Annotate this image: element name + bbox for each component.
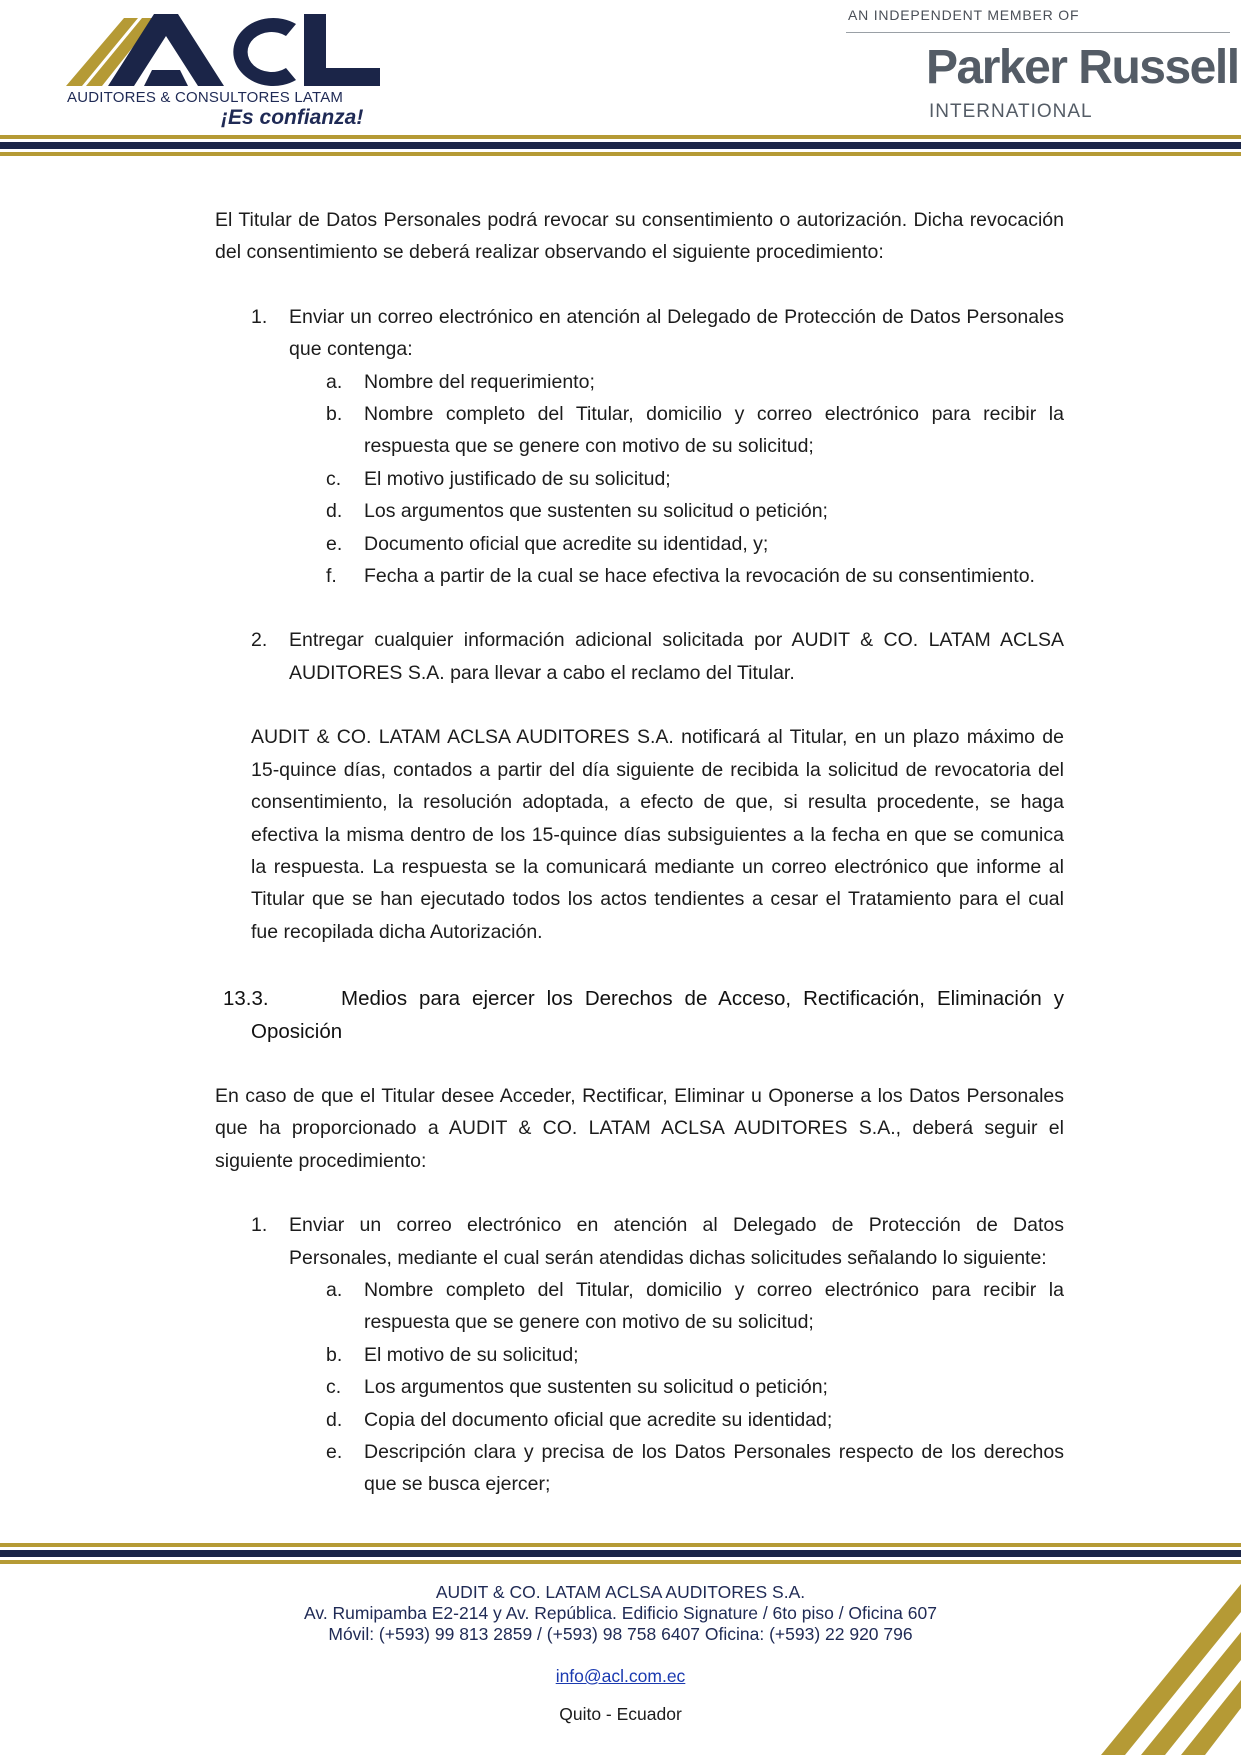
network-name: Parker Russell [926, 41, 1239, 94]
arco-intro: En caso de que el Titular desee Acceder, Rectificar, Eliminar u Oponerse a los Datos Personales que ha proporcionado a AUDIT & CO. LATAM ACLSA AUDITORES S.A., deberá seguir el siguiente procedimiento: [215, 1084, 1064, 1172]
sub-list-item [215, 398, 1064, 463]
network-subtitle: INTERNATIONAL [929, 101, 1093, 122]
sub-list-letter: e. [326, 1441, 343, 1463]
footer-phones: Móvil: (+593) 99 813 2859 / (+593) 98 758 6407 Oficina: (+593) 22 920 796 [328, 1624, 913, 1644]
section-number: 13.3. [223, 987, 269, 1011]
sub-list-text: Nombre del requerimiento; [364, 370, 595, 393]
sub-list-letter: f. [326, 565, 337, 588]
sub-list-text: Nombre completo del Titular, domicilio y correo electrónico para recibir la respuesta que se genere con motivo de su solicitud; [364, 1278, 1064, 1334]
sub-list-item [215, 1436, 1064, 1501]
sub-list-letter: d. [326, 500, 343, 523]
notification-paragraph: AUDIT & CO. LATAM ACLSA AUDITORES S.A. notificará al Titular, en un plazo máximo de 15-quince días, contados a partir del día siguiente de recibida la solicitud de revocatoria del consentimiento, la resolución adoptada, a efecto de que, si resulta procedente, se haga efectiva la misma dentro de los 15-quince días subsiguientes a la fecha en que se comunica la respuesta. La respuesta se la comunicará mediante un correo electrónico que informe al Titular que se han ejecutado todos los actos tendientes a cesar el Tratamiento para el cual fue recopilada dicha Autorización. [251, 726, 1064, 943]
sub-list-item [215, 1274, 1064, 1339]
sub-list-text: Nombre completo del Titular, domicilio y correo electrónico para recibir la respuesta que se genere con motivo de su solicitud; [364, 403, 1064, 458]
list-item [215, 624, 1064, 689]
sub-list-letter: c. [326, 1376, 342, 1399]
sub-list-letter: c. [326, 467, 342, 490]
footer-address: Av. Rumipamba E2-214 y Av. República. Edificio Signature / 6to piso / Oficina 607 [304, 1603, 937, 1623]
sub-list-item [215, 463, 1064, 495]
list-item-text: Enviar un correo electrónico en atención al Delegado de Protección de Datos Personales que contenga: [289, 305, 1064, 361]
sub-list-text: Documento oficial que acredite su identidad, y; [364, 532, 769, 555]
sub-list-text: El motivo de su solicitud; [364, 1343, 579, 1366]
section-heading [215, 983, 1064, 1048]
sub-list-letter: e. [326, 532, 343, 555]
network-tagline: AN INDEPENDENT MEMBER OF [848, 7, 1080, 23]
sub-list-letter: a. [326, 370, 343, 393]
logo-slogan: ¡Es confianza! [221, 106, 364, 129]
footer [0, 1582, 1241, 1725]
sub-list-letter: d. [326, 1408, 343, 1431]
sub-list-letter: b. [326, 403, 343, 426]
list-item [215, 1209, 1064, 1274]
section-title: Medios para ejercer los Derechos de Acceso, Rectificación, Eliminación y Oposición [251, 987, 1064, 1043]
sub-list-letter: b. [326, 1343, 343, 1366]
sub-list-letter: a. [326, 1278, 343, 1301]
footer-city: Quito - Ecuador [559, 1704, 682, 1724]
revocation-intro: El Titular de Datos Personales podrá revocar su consentimiento o autorización. Dicha revocación del consentimiento se deberá realizar observando el siguiente procedimiento: [215, 209, 1064, 264]
footer-email-link[interactable]: info@acl.com.ec [555, 1666, 686, 1686]
list-item-text: Enviar un correo electrónico en atención al Delegado de Protección de Datos Personales, mediante el cual serán atendidas dichas solicitudes señalando lo siguiente: [289, 1214, 1064, 1269]
sub-list-item [215, 366, 1064, 398]
footer-company: AUDIT & CO. LATAM ACLSA AUDITORES S.A. [435, 1582, 806, 1602]
sub-list-text: Copia del documento oficial que acredite su identidad; [364, 1408, 833, 1431]
list-item [215, 301, 1064, 366]
sub-list-item [215, 495, 1064, 527]
sub-list-text: Descripción clara y precisa de los Datos Personales respecto de los derechos que se busca ejercer; [364, 1441, 1064, 1496]
list-item-text: Entregar cualquier información adicional solicitada por AUDIT & CO. LATAM ACLSA AUDITORES S.A. para llevar a cabo el reclamo del Titular. [289, 629, 1064, 684]
logo-subtitle: AUDITORES & CONSULTORES LATAM [67, 89, 344, 106]
footer-stripes [0, 1543, 1241, 1564]
sub-list-text: El motivo justificado de su solicitud; [364, 467, 671, 490]
sub-list-text: Los argumentos que sustenten su solicitud o petición; [364, 1376, 828, 1399]
header-rule [846, 32, 1230, 33]
list-number: 1. [251, 305, 268, 328]
header-stripes [0, 135, 1241, 156]
list-number: 1. [251, 1214, 268, 1237]
sub-list-text: Los argumentos que sustenten su solicitud o petición; [364, 500, 828, 523]
sub-list-item [215, 560, 1064, 592]
sub-list-item [215, 528, 1064, 560]
sub-list-text: Fecha a partir de la cual se hace efectiva la revocación de su consentimiento. [364, 565, 1035, 588]
list-number: 2. [251, 629, 268, 652]
sub-list-item [215, 1371, 1064, 1403]
sub-list-item [215, 1404, 1064, 1436]
document-body [215, 204, 1064, 1501]
sub-list-item [215, 1339, 1064, 1371]
